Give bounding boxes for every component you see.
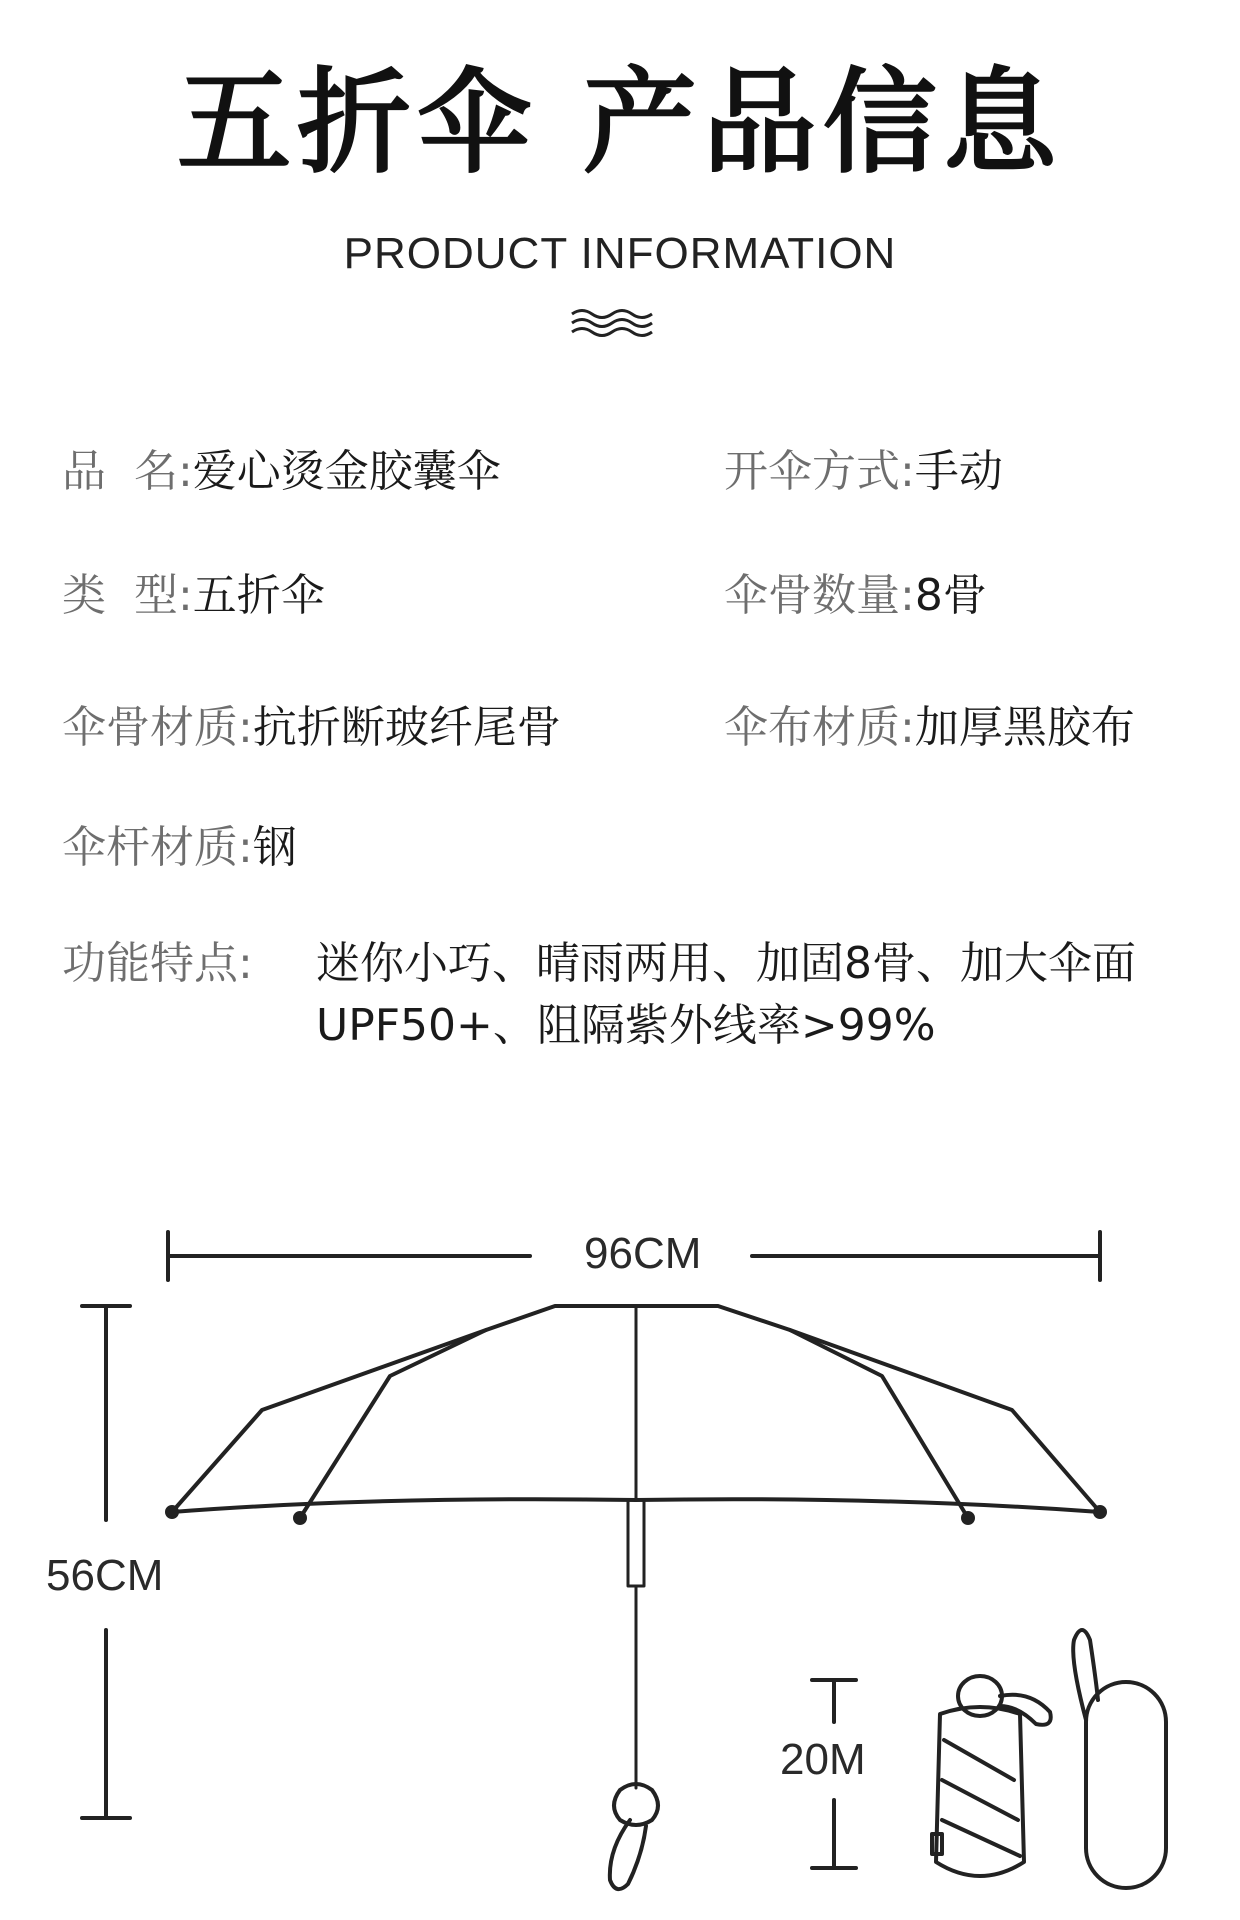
width-dimension-label: 96CM: [584, 1229, 702, 1278]
features-line-2: UPF50+、阻隔紫外线率>99%: [316, 1000, 936, 1051]
spec-value: 五折伞: [192, 570, 325, 621]
spec-label: 伞骨材质:: [62, 702, 253, 753]
spec-label: 开伞方式:: [724, 446, 915, 497]
spec-label: 类 型:: [62, 570, 193, 621]
spec-value: 钢: [252, 822, 297, 873]
spec-value: 爱心烫金胶囊伞: [192, 446, 501, 497]
spec-label: 伞杆材质:: [62, 822, 253, 873]
folded-dimension-label: 20M: [780, 1735, 866, 1784]
umbrella-handle-icon: [614, 1784, 658, 1825]
spec-value: 8骨: [914, 570, 987, 621]
features-label: 功能特点:: [62, 938, 253, 989]
spec-value: 抗折断玻纤尾骨: [252, 702, 561, 753]
page-title: 五折伞 产品信息: [177, 56, 1063, 189]
folded-umbrella-icon: [932, 1676, 1051, 1876]
spec-value: 手动: [914, 446, 1003, 497]
height-dimension-label: 56CM: [46, 1551, 164, 1600]
umbrella-case-icon: [1073, 1630, 1166, 1888]
features-line-1: 迷你小巧、晴雨两用、加固8骨、加大伞面: [316, 938, 1136, 989]
page-subtitle: PRODUCT INFORMATION: [343, 229, 897, 278]
spec-label: 伞骨数量:: [724, 570, 915, 621]
spec-label: 品 名:: [62, 446, 193, 497]
spec-label: 伞布材质:: [724, 702, 915, 753]
spec-value: 加厚黑胶布: [914, 702, 1135, 753]
